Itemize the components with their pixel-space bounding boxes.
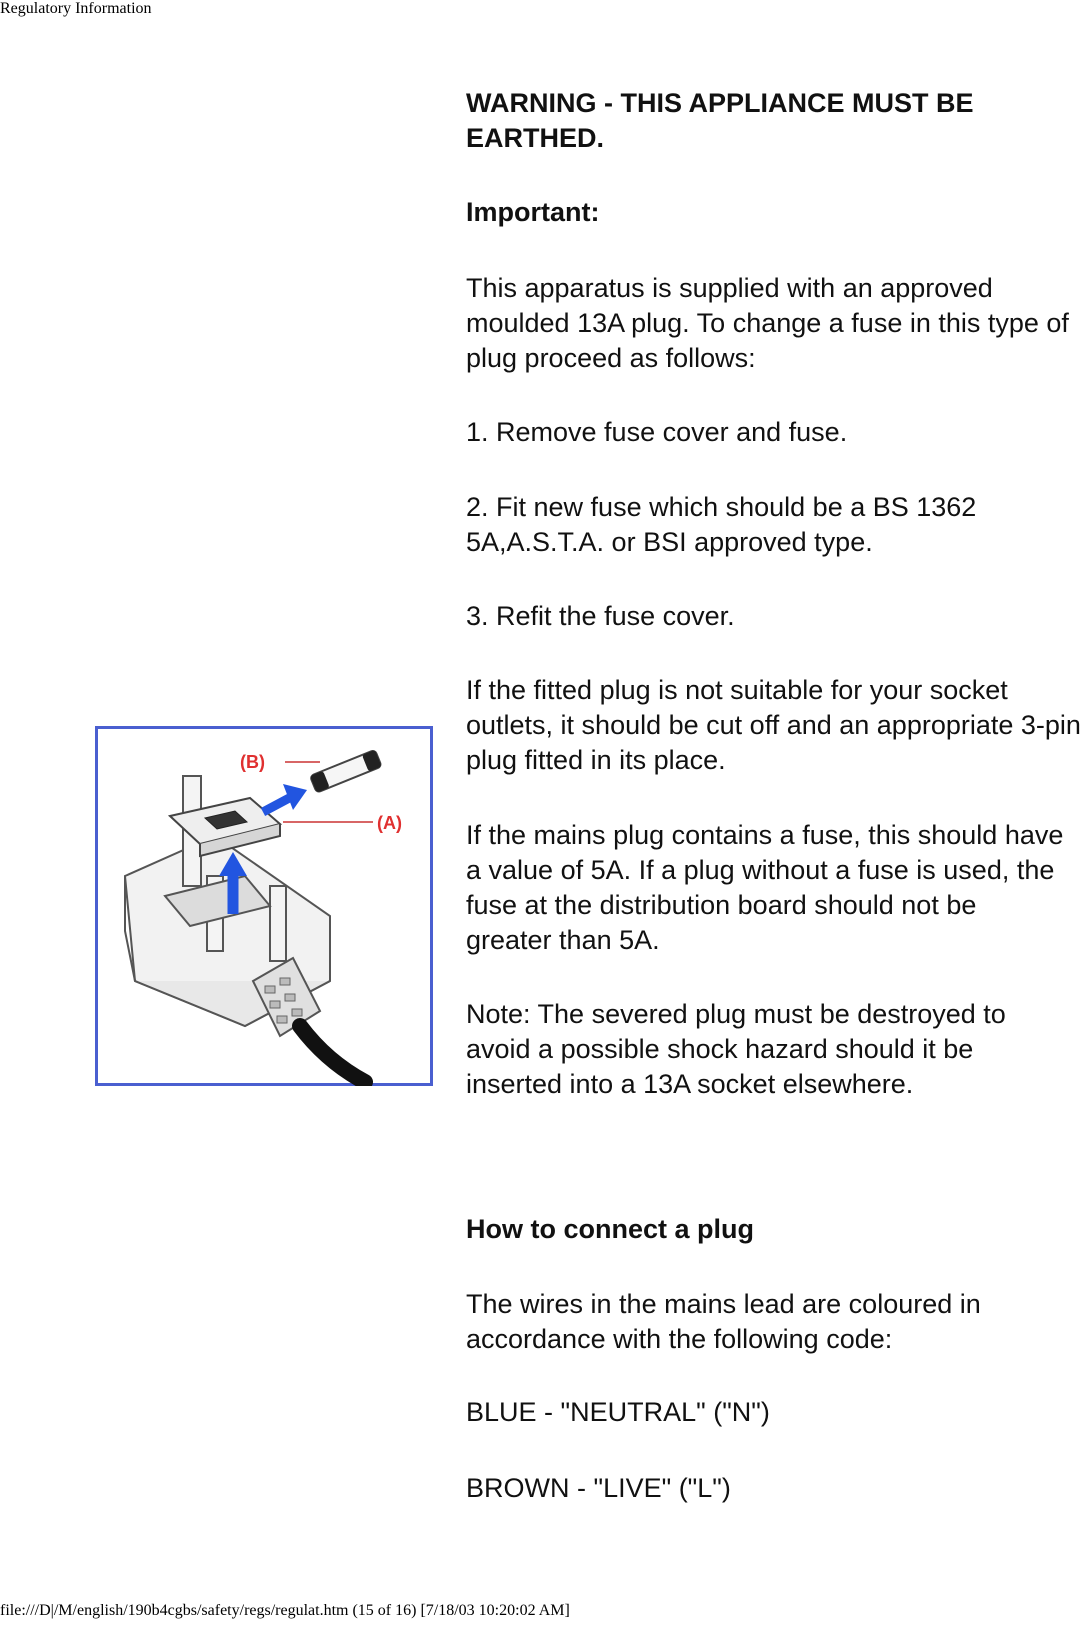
unsuitable-plug-paragraph: If the fitted plug is not suitable for your socket outlets, it should be cut off and an appropriate 3-pin plug fitted in its place. [466, 675, 1081, 775]
important-heading: Important: [466, 197, 600, 227]
connect-heading: How to connect a plug [466, 1214, 754, 1244]
blue-wire-code: BLUE - "NEUTRAL" ("N") [466, 1397, 770, 1427]
warning-heading: WARNING - THIS APPLIANCE MUST BE EARTHED. [466, 88, 974, 153]
plug-diagram [95, 726, 433, 1086]
page-footer: file:///D|/M/english/190b4cgbs/safety/regs/regulat.htm (15 of 16) [7/18/03 10:20:02 AM] [0, 1602, 570, 1619]
wires-intro-paragraph: The wires in the mains lead are coloured in accordance with the following code: [466, 1289, 981, 1354]
step-2: 2. Fit new fuse which should be a BS 1362 5A,A.S.T.A. or BSI approved type. [466, 492, 977, 557]
step-1: 1. Remove fuse cover and fuse. [466, 417, 848, 447]
label-a: (A) [377, 813, 402, 833]
page-header: Regulatory Information [0, 0, 152, 17]
plug-fuse-illustration [95, 726, 433, 1086]
note-paragraph: Note: The severed plug must be destroyed to avoid a possible shock hazard should it be inserted into a 13A socket elsewhere. [466, 999, 1006, 1099]
intro-paragraph: This apparatus is supplied with an approved moulded 13A plug. To change a fuse in this type of plug proceed as follows: [466, 273, 1069, 373]
brown-wire-code: BROWN - "LIVE" ("L") [466, 1473, 731, 1503]
label-b: (B) [240, 752, 265, 772]
fuse-value-paragraph: If the mains plug contains a fuse, this should have a value of 5A. If a plug without a fuse is used, the fuse at the distribution board should not be greater than 5A. [466, 820, 1064, 955]
step-3: 3. Refit the fuse cover. [466, 601, 735, 631]
